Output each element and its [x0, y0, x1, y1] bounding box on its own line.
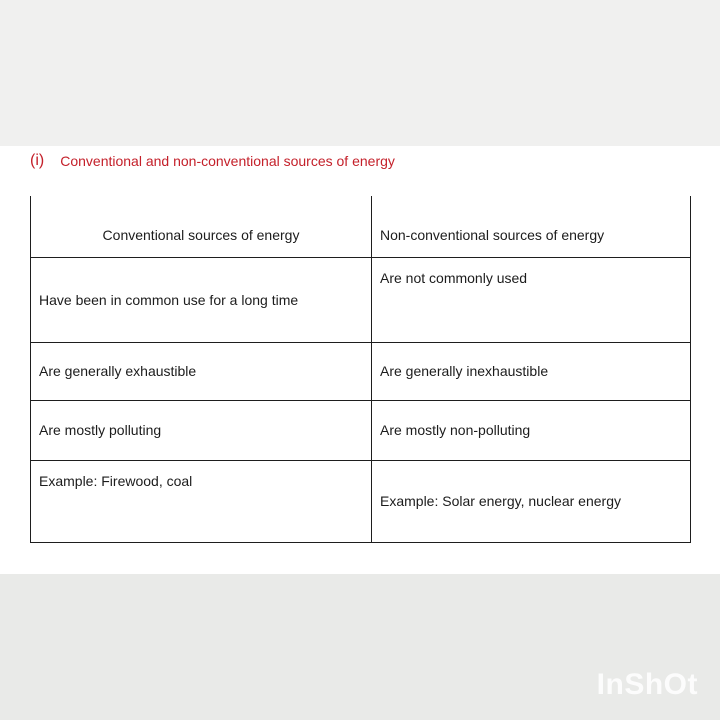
table-cell: Are not commonly used [372, 257, 691, 342]
section-heading [30, 148, 395, 174]
table-cell: Example: Solar energy, nuclear energy [372, 460, 691, 542]
top-background [0, 0, 720, 146]
table-row [31, 460, 691, 542]
table-cell: Example: Firewood, coal [31, 460, 372, 542]
table-header-row [31, 196, 691, 257]
comparison-table [30, 196, 691, 543]
header-non-conventional: Non-conventional sources of energy [372, 196, 691, 257]
table-cell: Are generally inexhaustible [372, 342, 691, 400]
table-cell: Are generally exhaustible [31, 342, 372, 400]
table-row [31, 257, 691, 342]
table-cell: Are mostly polluting [31, 400, 372, 460]
table-cell: Are mostly non-polluting [372, 400, 691, 460]
table-cell: Have been in common use for a long time [31, 257, 372, 342]
heading-number: (i) [30, 152, 45, 169]
table-row [31, 342, 691, 400]
table-row [31, 400, 691, 460]
header-conventional: Conventional sources of energy [31, 196, 372, 257]
heading-title: Conventional and non-conventional sources of energy [60, 153, 395, 169]
inshot-watermark: InShOt [596, 668, 698, 701]
